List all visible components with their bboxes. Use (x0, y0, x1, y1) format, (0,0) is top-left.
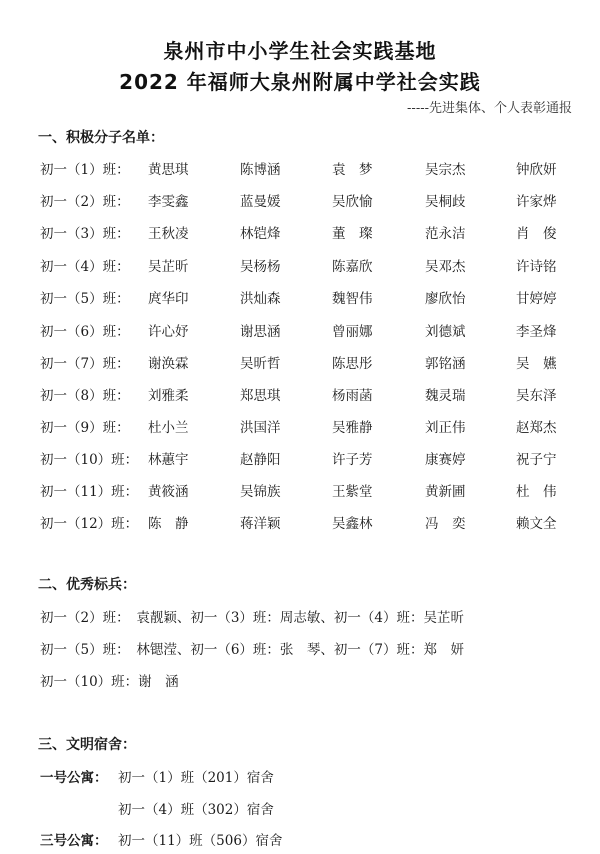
student-name: 谢思涵 (240, 324, 281, 340)
class-label: 初一（2）班： (40, 194, 130, 210)
student-name: 吴欣愉 (332, 194, 373, 210)
student-name: 吴昕哲 (240, 356, 281, 372)
dorm-entry: 初一（4）班（302）宿舍 (118, 802, 274, 818)
student-name: 许诗铭 (516, 259, 557, 275)
student-name: 冯 奕 (425, 516, 466, 532)
student-name: 杜 伟 (516, 484, 557, 500)
dorm-building-label: 一号公寓： (40, 770, 108, 786)
student-name: 黄筱涵 (148, 484, 189, 500)
list-row (0, 158, 600, 178)
student-name: 吴邓杰 (425, 259, 466, 275)
student-name: 郑思琪 (240, 388, 281, 404)
dorm-entry: 初一（1）班（201）宿舍 (118, 770, 274, 786)
list-row (0, 287, 600, 307)
class-label: 初一（10）班： (40, 452, 139, 468)
list-row (0, 416, 600, 436)
class-label: 初一（8）班： (40, 388, 130, 404)
list-row (0, 448, 600, 468)
student-name: 许心妤 (148, 324, 189, 340)
student-name: 林蕙宇 (148, 452, 189, 468)
list-row (0, 222, 600, 242)
class-label: 初一（3）班： (40, 226, 130, 242)
dorm-building-label: 三号公寓： (40, 833, 108, 849)
student-name: 蓝曼媛 (240, 194, 281, 210)
student-name: 庹华印 (148, 291, 189, 307)
student-name: 赖文全 (516, 516, 557, 532)
list-row (0, 255, 600, 275)
student-name: 林铠烽 (240, 226, 281, 242)
list-row (0, 190, 600, 210)
class-label: 初一（7）班： (40, 356, 130, 372)
section-1-heading: 一、积极分子名单： (38, 130, 164, 146)
student-name: 王秋凌 (148, 226, 189, 242)
student-name: 吴鑫林 (332, 516, 373, 532)
class-label: 初一（9）班： (40, 420, 130, 436)
student-name: 黄新圃 (425, 484, 466, 500)
student-name: 康赛婷 (425, 452, 466, 468)
student-name: 吴桐歧 (425, 194, 466, 210)
section-3-heading: 三、文明宿舍： (38, 737, 136, 753)
student-name: 吴雅静 (332, 420, 373, 436)
student-name: 谢涣霖 (148, 356, 189, 372)
student-name: 吴 嬿 (516, 356, 557, 372)
class-label: 初一（12）班： (40, 516, 139, 532)
student-name: 赵郑杰 (516, 420, 557, 436)
student-name: 洪国洋 (240, 420, 281, 436)
student-name: 刘德斌 (425, 324, 466, 340)
student-name: 董 璨 (332, 226, 373, 242)
class-label: 初一（6）班： (40, 324, 130, 340)
class-label: 初一（11）班： (40, 484, 139, 500)
award-line: 初一（2）班： 袁靓颖、初一（3）班：周志敏、初一（4）班：吴芷昕 (40, 610, 465, 626)
student-name: 许家烨 (516, 194, 557, 210)
student-name: 黄思琪 (148, 162, 189, 178)
student-name: 郭铭涵 (425, 356, 466, 372)
student-name: 范永洁 (425, 226, 466, 242)
student-name: 赵静阳 (240, 452, 281, 468)
student-name: 蒋洋颖 (240, 516, 281, 532)
student-name: 魏灵瑞 (425, 388, 466, 404)
student-name: 祝子宁 (516, 452, 557, 468)
student-name: 陈博涵 (240, 162, 281, 178)
student-name: 魏智伟 (332, 291, 373, 307)
list-row (0, 384, 600, 404)
student-name: 肖 俊 (516, 226, 557, 242)
dorm-entry: 初一（11）班（506）宿舍 (118, 833, 283, 849)
student-name: 陈思彤 (332, 356, 373, 372)
student-name: 陈嘉欣 (332, 259, 373, 275)
list-row (0, 352, 600, 372)
student-name: 刘雅柔 (148, 388, 189, 404)
student-name: 吴东泽 (516, 388, 557, 404)
student-name: 吴杨杨 (240, 259, 281, 275)
student-name: 洪灿森 (240, 291, 281, 307)
award-line: 初一（10）班：谢 涵 (40, 674, 179, 690)
student-name: 袁 梦 (332, 162, 373, 178)
student-name: 吴宗杰 (425, 162, 466, 178)
student-name: 李圣烽 (516, 324, 557, 340)
student-name: 吴锦族 (240, 484, 281, 500)
list-row (0, 480, 600, 500)
subtitle: -----先进集体、个人表彰通报 (407, 101, 572, 116)
list-row (0, 512, 600, 532)
title-line-1: 泉州市中小学生社会实践基地 (163, 39, 437, 63)
student-name: 钟欣妍 (516, 162, 557, 178)
student-name: 曾丽娜 (332, 324, 373, 340)
title-line-2: 2022 年福师大泉州附属中学社会实践 (119, 70, 481, 94)
class-label: 初一（4）班： (40, 259, 130, 275)
section-2-heading: 二、优秀标兵： (38, 577, 136, 593)
student-name: 李雯鑫 (148, 194, 189, 210)
student-name: 刘正伟 (425, 420, 466, 436)
student-name: 许子芳 (332, 452, 373, 468)
class-label: 初一（1）班： (40, 162, 130, 178)
student-name: 陈 静 (148, 516, 189, 532)
student-name: 杜小兰 (148, 420, 189, 436)
student-name: 王紫堂 (332, 484, 373, 500)
class-label: 初一（5）班： (40, 291, 130, 307)
student-name: 吴芷昕 (148, 259, 189, 275)
award-line: 初一（5）班： 林锶滢、初一（6）班：张 琴、初一（7）班：郑 妍 (40, 642, 465, 658)
student-name: 杨雨菡 (332, 388, 373, 404)
student-name: 甘婷婷 (516, 291, 557, 307)
list-row (0, 320, 600, 340)
student-name: 廖欣怡 (425, 291, 466, 307)
